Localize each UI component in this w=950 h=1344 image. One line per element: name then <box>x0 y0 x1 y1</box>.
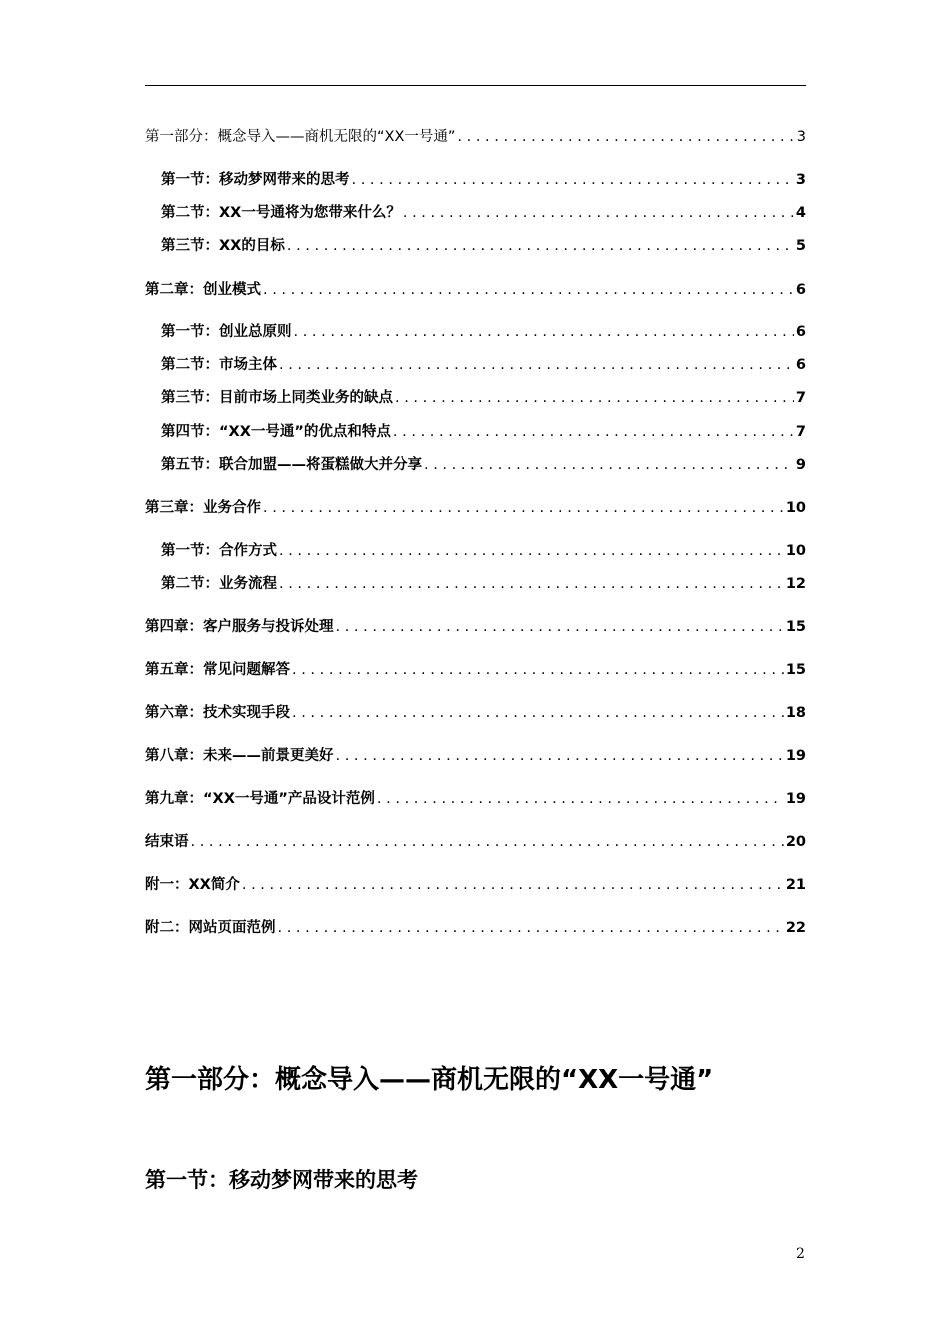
toc-entry-title: 第五章：常见问题解答 <box>145 662 290 678</box>
toc-entry-title: 第三章：业务合作 <box>145 500 261 516</box>
toc-entry-title: 第四节：“XX一号通”的优点和特点 <box>161 424 391 440</box>
page-number: 2 <box>796 1246 805 1262</box>
toc-dot-leader <box>191 829 784 855</box>
toc-entry[interactable] <box>161 385 806 411</box>
toc-entry-page: 6 <box>795 282 806 298</box>
toc-entry-title: 附二：网站页面范例 <box>145 920 276 936</box>
toc-entry-page: 7 <box>795 390 806 406</box>
toc-dot-leader <box>352 167 794 193</box>
toc-entry[interactable] <box>145 786 806 812</box>
section-heading: 第一节：移动梦网带来的思考 <box>145 1168 418 1192</box>
toc-entry[interactable] <box>161 571 806 597</box>
toc-entry-title: 第四章：客户服务与投诉处理 <box>145 619 334 635</box>
toc-entry[interactable] <box>145 829 806 855</box>
toc-entry-title: 第六章：技术实现手段 <box>145 705 290 721</box>
toc-entry[interactable] <box>145 743 806 769</box>
toc-entry-title: 第一节：创业总原则 <box>161 324 292 340</box>
toc-entry-page: 15 <box>785 662 806 678</box>
toc-entry[interactable] <box>145 872 806 898</box>
toc-entry[interactable] <box>161 200 806 226</box>
toc-entry[interactable] <box>161 319 806 345</box>
toc-entry-page: 5 <box>795 238 806 254</box>
toc-dot-leader <box>424 452 794 478</box>
toc-dot-leader <box>393 419 794 445</box>
toc-entry-title: 第八章：未来——前景更美好 <box>145 748 334 764</box>
toc-dot-leader <box>263 277 794 303</box>
toc-entry-title: 第二节：XX一号通将为您带来什么？ <box>161 205 401 221</box>
toc-entry-title: 附一：XX简介 <box>145 877 240 893</box>
toc-entry-title: 第九章：“XX一号通”产品设计范例 <box>145 791 375 807</box>
toc-entry-title: 第二节：市场主体 <box>161 357 277 373</box>
toc-entry-page: 4 <box>795 205 806 221</box>
toc-dot-leader <box>457 124 794 150</box>
toc-entry-page: 6 <box>795 324 806 340</box>
toc-entry[interactable] <box>145 915 806 941</box>
toc-dot-leader <box>395 385 794 411</box>
toc-entry-title: 结束语 <box>145 834 189 850</box>
toc-dot-leader <box>294 319 794 345</box>
toc-entry[interactable] <box>145 124 806 150</box>
toc-entry-page: 21 <box>785 877 806 893</box>
header-rule <box>145 85 806 86</box>
toc-entry-page: 3 <box>796 129 806 145</box>
toc-entry-page: 10 <box>785 543 806 559</box>
part-heading: 第一部分：概念导入——商机无限的“XX一号通” <box>145 1065 714 1095</box>
toc-dot-leader <box>336 614 784 640</box>
toc-entry-title: 第二节：业务流程 <box>161 576 277 592</box>
toc-entry-page: 19 <box>785 791 806 807</box>
toc-entry-page: 12 <box>785 576 806 592</box>
toc-dot-leader <box>292 700 784 726</box>
toc-dot-leader <box>279 571 784 597</box>
toc-entry[interactable] <box>145 277 806 303</box>
toc-entry-title: 第三节：目前市场上同类业务的缺点 <box>161 390 393 406</box>
toc-entry[interactable] <box>161 352 806 378</box>
toc-dot-leader <box>377 786 784 812</box>
toc-dot-leader <box>287 233 794 259</box>
toc-entry-title: 第五节：联合加盟——将蛋糕做大并分享 <box>161 457 422 473</box>
toc-entry-page: 22 <box>785 920 806 936</box>
toc-entry-page: 6 <box>795 357 806 373</box>
toc-entry[interactable] <box>161 233 806 259</box>
toc-entry-page: 10 <box>785 500 806 516</box>
toc-entry-page: 9 <box>795 457 806 473</box>
toc-dot-leader <box>336 743 784 769</box>
toc-entry-page: 3 <box>795 172 806 188</box>
toc-entry[interactable] <box>145 700 806 726</box>
toc-dot-leader <box>403 200 794 226</box>
toc-entry[interactable] <box>145 495 806 521</box>
toc-dot-leader <box>292 657 784 683</box>
toc-entry-title: 第一部分：概念导入——商机无限的“XX一号通” <box>145 129 456 145</box>
toc-entry[interactable] <box>161 419 806 445</box>
toc-dot-leader <box>279 538 784 564</box>
toc-entry-title: 第一节：合作方式 <box>161 543 277 559</box>
toc-entry-title: 第二章：创业模式 <box>145 282 261 298</box>
toc-entry-title: 第一节：移动梦网带来的思考 <box>161 172 350 188</box>
toc-dot-leader <box>279 352 794 378</box>
toc-dot-leader <box>242 872 784 898</box>
toc-entry[interactable] <box>161 538 806 564</box>
toc-entry-page: 20 <box>785 834 806 850</box>
toc-entry[interactable] <box>161 452 806 478</box>
toc-entry-page: 19 <box>785 748 806 764</box>
toc-entry[interactable] <box>145 614 806 640</box>
toc-entry[interactable] <box>161 167 806 193</box>
toc-entry-title: 第三节：XX的目标 <box>161 238 285 254</box>
toc-entry[interactable] <box>145 657 806 683</box>
toc-entry-page: 7 <box>795 424 806 440</box>
toc-entry-page: 18 <box>785 705 806 721</box>
toc-dot-leader <box>263 495 784 521</box>
toc-entry-page: 15 <box>785 619 806 635</box>
toc-dot-leader <box>278 915 784 941</box>
